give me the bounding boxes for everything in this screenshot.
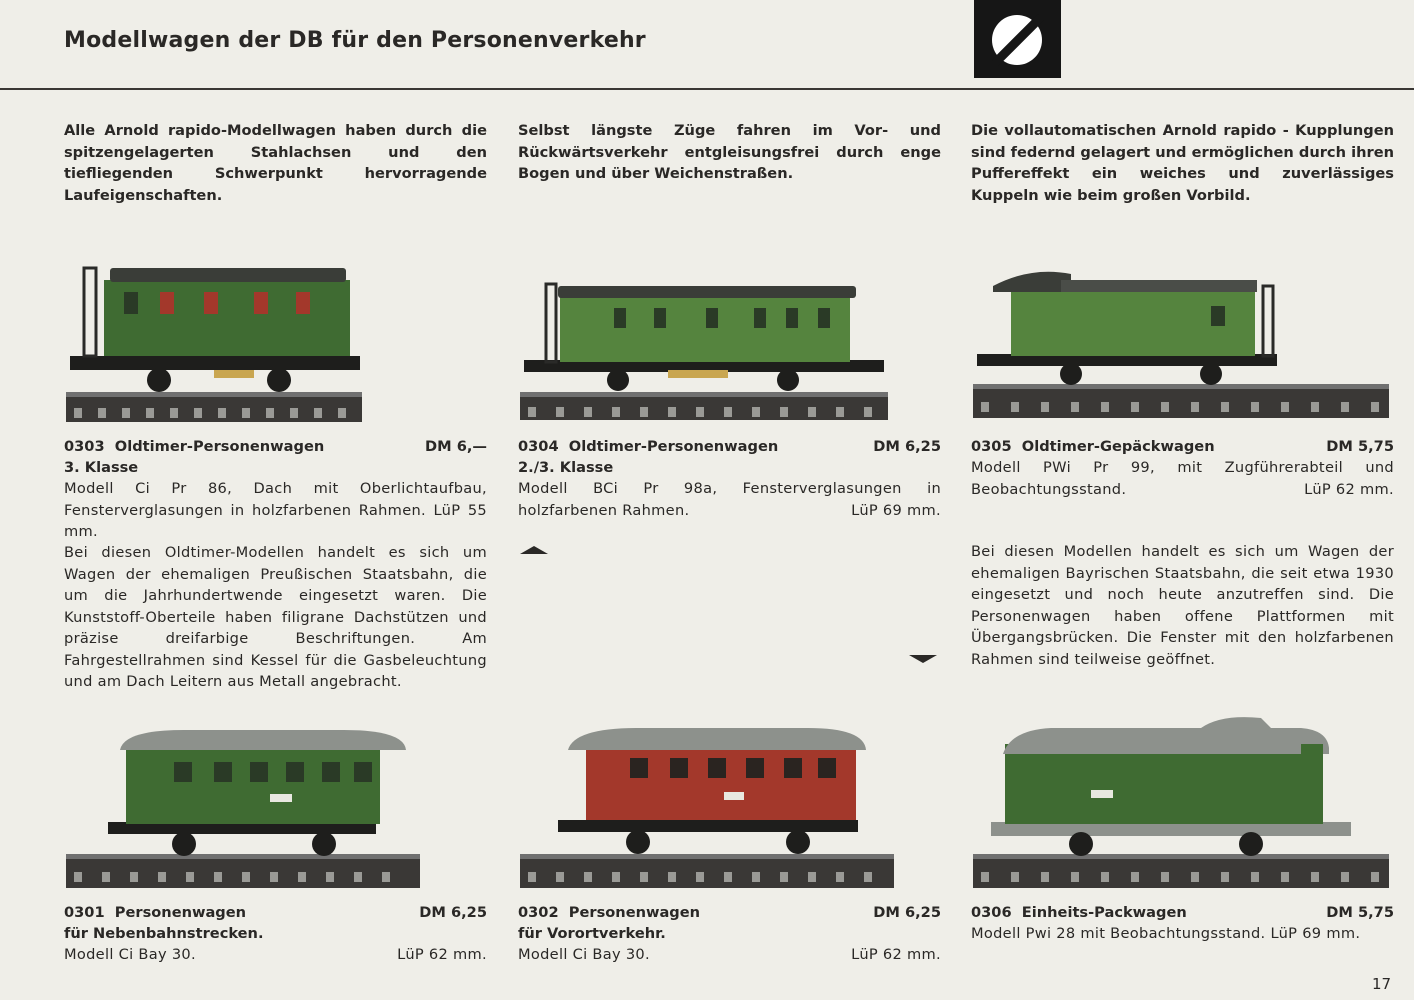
header-divider <box>0 88 1414 90</box>
page-number: 17 <box>1372 975 1392 993</box>
price-0301: DM 6,25 <box>419 904 487 921</box>
item-0301: 0301 Personenwagen DM 6,25 für Nebenbahnstrecken. Modell Ci Bay 30. LüP 62 mm. <box>64 902 487 966</box>
wagon-0302-image <box>518 724 896 890</box>
lup-0301: LüP 62 mm. <box>397 946 487 963</box>
item-0303-subtitle: 3. Klasse <box>64 459 139 476</box>
arrow-up-icon <box>520 546 548 554</box>
arrow-down-icon <box>909 655 937 663</box>
intro-paragraph-3: Die vollautomatischen Arnold rapido - Kupplungen sind federnd gelagert und ermöglichen durch ihren Puffereffekt ein weiches und zuverlässiges Kuppeln wie beim großen Vorbild. <box>971 122 1394 204</box>
wagon-0305-image <box>971 266 1391 420</box>
page-title: Modellwagen der DB für den Personenverkehr <box>64 28 646 53</box>
item-0303: 0303 Oldtimer-Personenwagen DM 6,— 3. Klasse Modell Ci Pr 86, Dach mit Oberlichtaufbau, Fensterverglasungen in holzfarbenen Rahmen. LüP 55 mm. <box>64 438 487 540</box>
arnold-logo <box>974 0 1061 78</box>
price-0304: DM 6,25 <box>873 438 941 455</box>
note-prussian-wagons: Bei diesen Oldtimer-Modellen handelt es sich um Wagen der ehemaligen Preußischen Staatsbahn, die um die Jahrhundertwende eingesetzt waren. Die Kunststoff-Oberteile haben filigrane Dachstützen und präzise dreifarbige Beschriftungen. Am Fahrgestellrahmen sind Kessel für die Gasbeleuchtung und am Dach Leitern aus Metall angebracht. <box>64 544 487 690</box>
item-0306: 0306 Einheits-Packwagen DM 5,75 Modell Pwi 28 mit Beobachtungsstand. LüP 69 mm. <box>971 904 1394 942</box>
item-0304: 0304 Oldtimer-Personenwagen DM 6,25 2./3. Klasse Modell BCi Pr 98a, Fensterverglasungen in holzfarbenen Rahmen. LüP 69 mm. <box>518 436 941 521</box>
item-0304-subtitle: 2./3. Klasse <box>518 459 614 476</box>
lup-0302: LüP 62 mm. <box>851 946 941 963</box>
wagon-0301-image <box>64 728 422 890</box>
item-0302-subtitle: für Vorortverkehr. <box>518 925 666 942</box>
item-0305: 0305 Oldtimer-Gepäckwagen DM 5,75 Modell PWi Pr 99, mit Zugführerabteil und Beobachtungsstand. LüP 62 mm. <box>971 436 1394 500</box>
lup-0304: LüP 69 mm. <box>851 501 941 519</box>
wagon-0303-image <box>64 262 364 424</box>
price-0302: DM 6,25 <box>873 904 941 921</box>
note-bavarian-wagons: Bei diesen Modellen handelt es sich um Wagen der ehemaligen Bayrischen Staatsbahn, die seit etwa 1930 eingesetzt und noch heute anzutreffen sind. Die Personenwagen haben offene Plattformen mit Übergangsbrücken. Die Fenster mit den holzfarbenen Rahmen sind teilweise geöffnet. <box>971 543 1394 668</box>
wagon-0304-image <box>518 276 890 422</box>
item-0301-subtitle: für Nebenbahnstrecken. <box>64 925 264 942</box>
lup-0305: LüP 62 mm. <box>1304 480 1394 498</box>
lup-0306: LüP 69 mm. <box>1270 925 1361 942</box>
intro-paragraph-1: Alle Arnold rapido-Modellwagen haben durch die spitzengelagerten Stahlachsen und den tiefliegenden Schwerpunkt hervorragende Laufeigenschaften. <box>64 122 487 204</box>
price-0306: DM 5,75 <box>1326 904 1394 921</box>
price-0303: DM 6,— <box>424 438 487 455</box>
wagon-0306-image <box>971 714 1391 890</box>
lup-0303: LüP 55 mm. <box>64 501 487 540</box>
item-0302: 0302 Personenwagen DM 6,25 für Vorortverkehr. Modell Ci Bay 30. LüP 62 mm. <box>518 902 941 966</box>
intro-paragraph-2: Selbst längste Züge fahren im Vor- und Rückwärtsverkehr entgleisungsfrei durch enge Bogen und über Weichenstraßen. <box>518 122 941 182</box>
price-0305: DM 5,75 <box>1326 438 1394 455</box>
